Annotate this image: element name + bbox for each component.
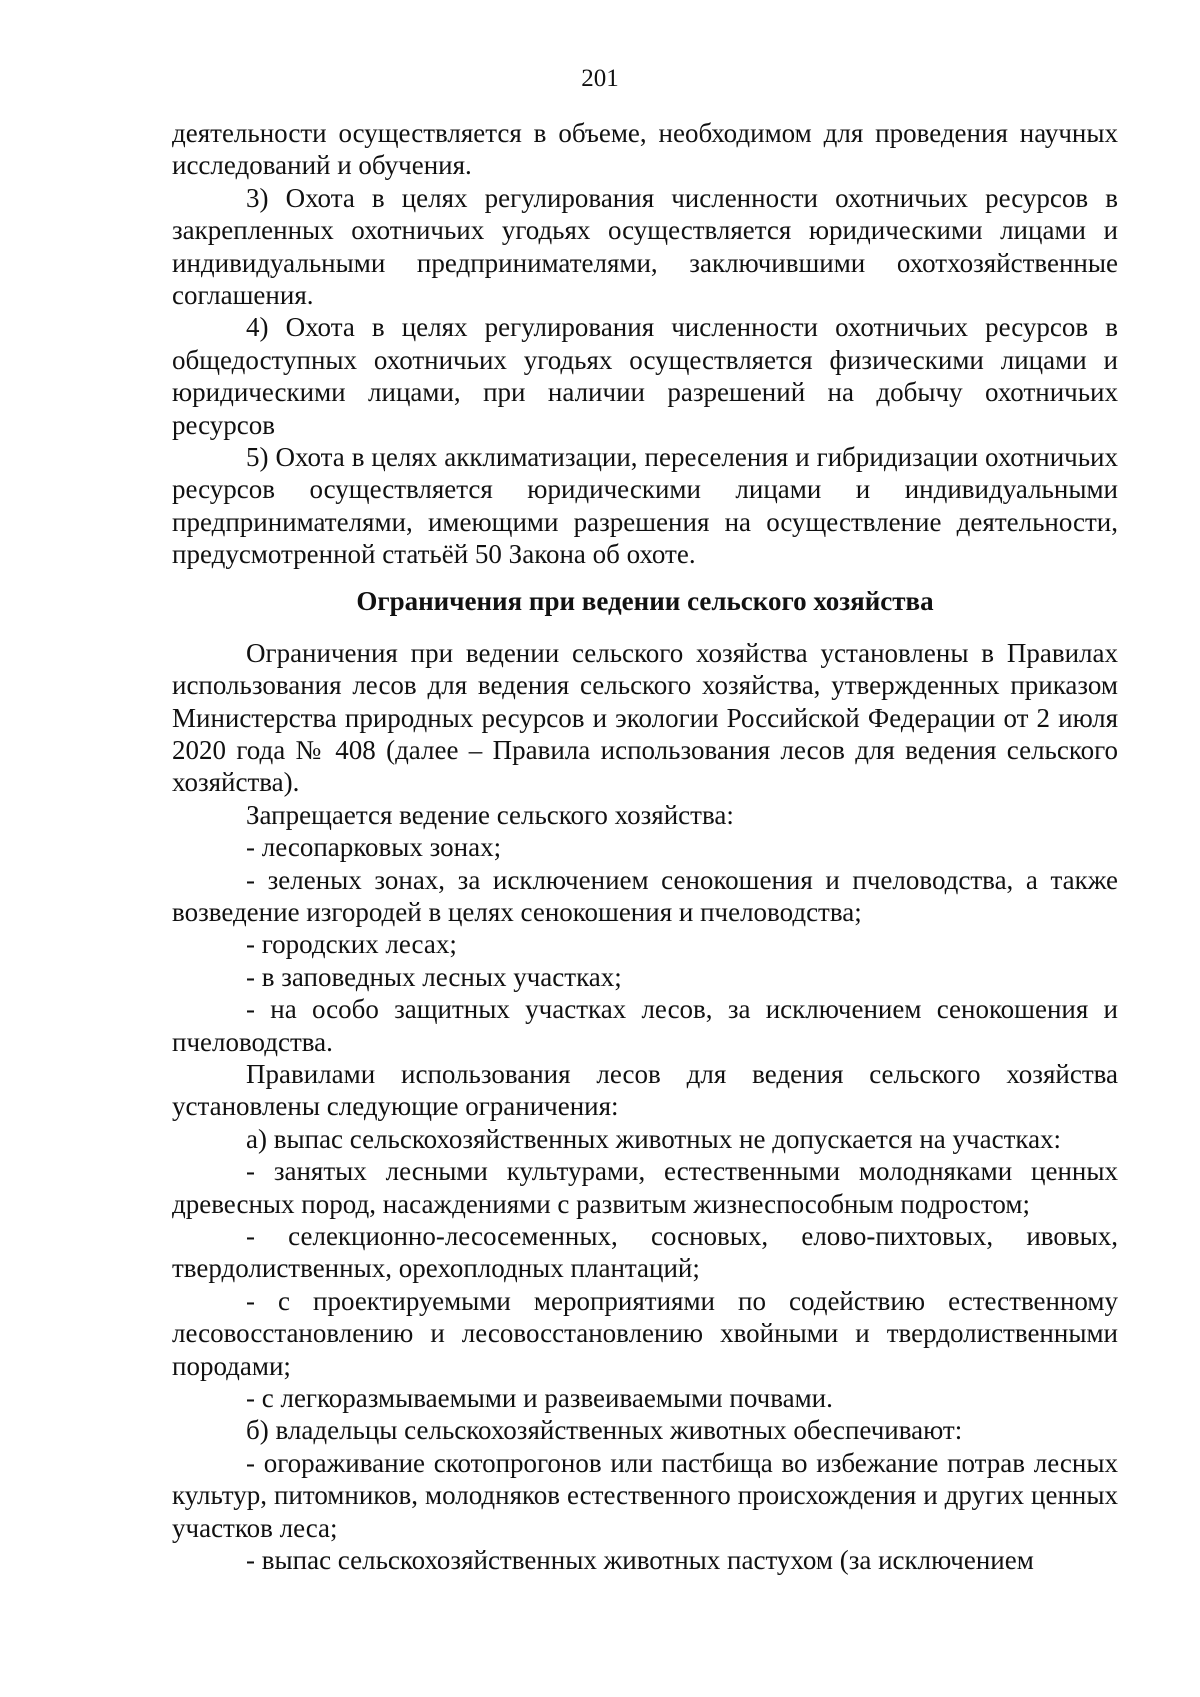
list-item: - с легкоразмываемыми и развеиваемыми почвами. xyxy=(246,1383,833,1414)
list-item: а) выпас сельскохозяйственных животных не допускается на участках: xyxy=(246,1123,1062,1154)
paragraph: Ограничения при ведении сельского хозяйства установлены в Правилах использования лесов для ведения сельского хозяйства, утвержденных приказом Министерства природных ресурсов и экологии Российской Федерации от 2 июля 2020 года № 408 (далее – Правила использования лесов для ведения сельского хозяйства). xyxy=(172,637,1118,798)
paragraph-continuation: деятельности осуществляется в объеме, необходимом для проведения научных исследований и обучения. xyxy=(172,118,1118,181)
paragraph-item-3: 3) Охота в целях регулирования численности охотничьих ресурсов в закрепленных охотничьих угодьях осуществляется юридическими лицами и индивидуальными предпринимателями, заключившими охотхозяйственные соглашения. xyxy=(172,182,1118,311)
list-item: б) владельцы сельскохозяйственных животных обеспечивают: xyxy=(246,1415,963,1446)
list-item: - огораживание скотопрогонов или пастбища во избежание потрав лесных культур, питомников, молодняков естественного происхождения и других ценных участков леса; xyxy=(172,1447,1118,1543)
paragraph: Запрещается ведение сельского хозяйства: xyxy=(246,799,734,830)
list-item: - городских лесах; xyxy=(246,929,457,960)
list-item: - зеленых зонах, за исключением сенокошения и пчеловодства, а также возведение изгородей в целях сенокошения и пчеловодства; xyxy=(172,864,1118,927)
page-number: 201 xyxy=(581,65,619,92)
list-item: - лесопарковых зонах; xyxy=(246,832,502,863)
list-item: - с проектируемыми мероприятиями по содействию естественному лесовосстановлению и лесовосстановлению хвойными и твердолиственными породами; xyxy=(172,1285,1118,1381)
list-item: - выпас сельскохозяйственных животных пастухом (за исключением xyxy=(246,1545,1034,1576)
paragraph-item-4: 4) Охота в целях регулирования численности охотничьих ресурсов в общедоступных охотничьих угодьях осуществляется физическими лицами и юридическими лицами, при наличии разрешений на добычу охотничьих ресурсов xyxy=(172,312,1118,440)
list-item: - на особо защитных участках лесов, за исключением сенокошения и пчеловодства. xyxy=(172,994,1118,1057)
section-heading: Ограничения при ведении сельского хозяйства xyxy=(356,585,934,616)
list-item: - в заповедных лесных участках; xyxy=(246,961,622,992)
list-item: - занятых лесными культурами, естественными молодняками ценных древесных пород, насаждениями с развитым жизнеспособным подростом; xyxy=(172,1156,1118,1219)
list-item: - селекционно-лесосеменных, сосновых, елово-пихтовых, ивовых, твердолиственных, орехоплодных плантаций; xyxy=(172,1221,1118,1284)
paragraph-item-5: 5) Охота в целях акклиматизации, переселения и гибридизации охотничьих ресурсов осуществляется юридическими лицами и индивидуальными предпринимателями, имеющими разрешения на осуществление деятельности, предусмотренной статьёй 50 Закона об охоте. xyxy=(172,442,1118,570)
paragraph: Правилами использования лесов для ведения сельского хозяйства установлены следующие ограничения: xyxy=(172,1058,1118,1122)
document-body xyxy=(172,117,1118,1576)
